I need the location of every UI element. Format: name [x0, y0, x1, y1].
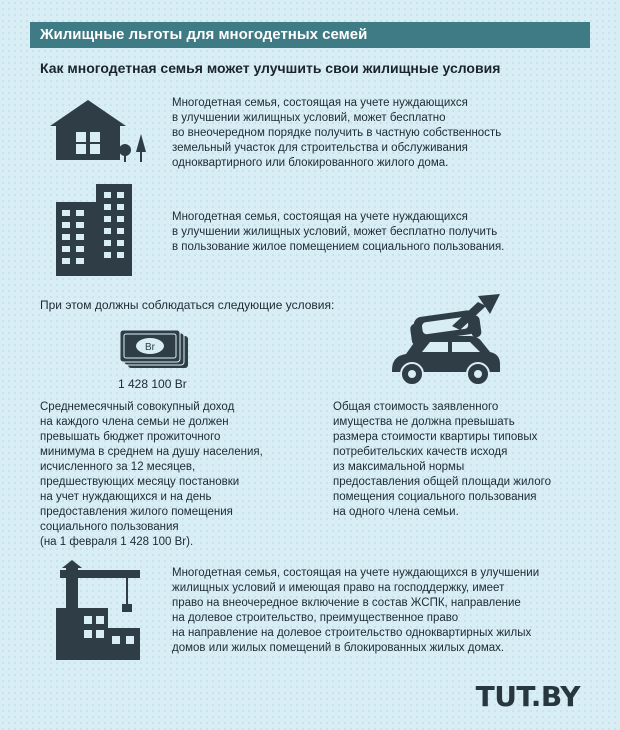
banknote-label: Br — [145, 342, 155, 353]
apartment-building-icon — [56, 184, 132, 276]
tutby-logo: TUT.BY — [475, 680, 580, 713]
car-with-sofa-icon — [382, 290, 504, 390]
construction-crane-icon — [56, 560, 146, 660]
banknotes-icon — [120, 330, 190, 370]
conditions-intro: При этом должны соблюдаться следующие условия: — [40, 298, 335, 312]
social-housing-text: Многодетная семья, состоящая на учете нуждающихся в улучшении жилищных условий, может бесплатно получить в пользование жилое помещением социального пользования. — [172, 211, 505, 253]
page-subtitle: Как многодетная семья может улучшить свои жилищные условия — [40, 60, 501, 76]
income-amount: 1 428 100 Br — [118, 377, 187, 391]
page-title: Жилищные льготы для многодетных семей — [30, 22, 590, 48]
construction-text: Многодетная семья, состоящая на учете нуждающихся в улучшении жилищных условий и имеющая право на господдержку, имеет право на внеочередное включение в состав ЖСПК, направление на долевое строительство, преимущественное право на направление на долевое строительство одноквартирных жилых домов или жилых помещений в блокированных жилых домах. — [172, 567, 540, 654]
income-condition-text: Среднемесячный совокупный доход на каждого члена семьи не должен превышать бюджет прожиточного минимума в среднем на душу населения, исчисленного за 12 месяцев, предшествующих месяцу постановки на учет нуждающихся и на день предоставления жилого помещения социального пользования (на 1 февраля 1 428 100 Br). — [40, 401, 263, 548]
land-plot-text: Многодетная семья, состоящая на учете нуждающихся в улучшении жилищных условий, может бесплатно во внеочередном порядке получить в частную собственность земельный участок для строительства и обслуживания одноквартирного или блокированного жилого дома. — [172, 97, 502, 169]
tree-icon — [115, 128, 155, 162]
property-condition-text: Общая стоимость заявленного имущества не должна превышать размера стоимости квартиры типовых потребительских качеств исходя из максимальной нормы предоставления общей площади жилого помещения социального пользования на одного члена семьи. — [333, 401, 551, 518]
